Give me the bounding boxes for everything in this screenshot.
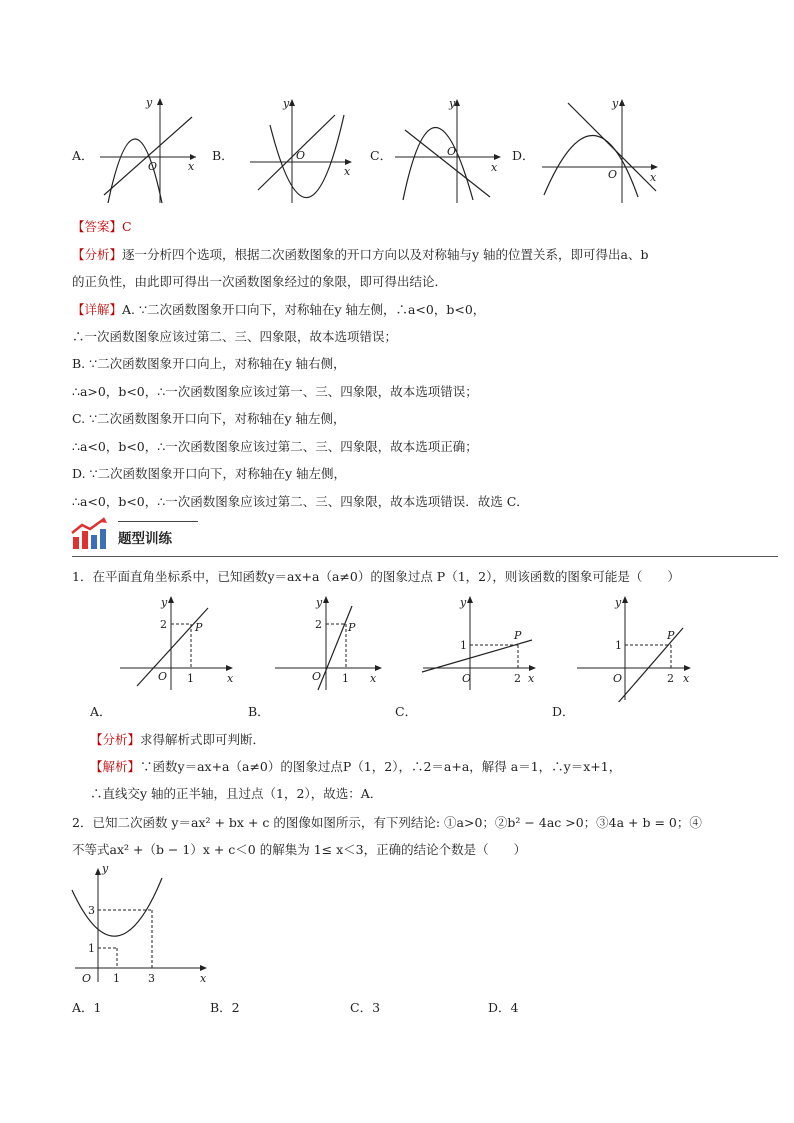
detail-line-2: ∴一次函数图象应该过第二、三、四象限，故本选项错误； xyxy=(72,329,398,344)
analysis-line-2: 的正负性，由此即可得出一次函数图象经过的象限，即可得出结论． xyxy=(72,274,448,289)
svg-text:y: y xyxy=(449,97,456,110)
answer-line xyxy=(72,217,132,235)
svg-text:O: O xyxy=(296,149,306,162)
svg-text:P: P xyxy=(195,621,203,634)
q1-analysis-tag: 【分析】 xyxy=(90,732,141,747)
svg-text:O: O xyxy=(462,672,472,685)
svg-text:2: 2 xyxy=(160,618,167,631)
detail-line-3: B. ∵二次函数图象开口向上，对称轴在y 轴右侧， xyxy=(72,356,346,371)
q1-graph-a xyxy=(115,592,240,692)
svg-text:1: 1 xyxy=(113,972,120,985)
q1-option-b-label: B． xyxy=(248,704,270,719)
q1-text: 1．在平面直角坐标系中，已知函数y＝ax+a（a≠0）的图象过点 P（1，2），则该函数的图象可能是（ ） xyxy=(72,569,680,584)
svg-text:2: 2 xyxy=(667,672,674,685)
q1-option-c-label: C． xyxy=(395,704,418,719)
svg-text:O: O xyxy=(82,972,92,985)
svg-text:1: 1 xyxy=(460,639,467,652)
svg-text:3: 3 xyxy=(148,972,155,985)
top-option-c-label: C． xyxy=(370,148,393,163)
top-graph-c xyxy=(395,95,505,205)
detail-line-6: ∴a<0，b<0，∴一次函数图象应该过第二、三、四象限，故本选项正确； xyxy=(72,439,478,454)
section-top-rule xyxy=(118,521,198,522)
chart-trend-icon xyxy=(70,517,110,551)
svg-text:y: y xyxy=(161,596,168,609)
q2-choice-c: C．3 xyxy=(350,1000,381,1015)
svg-text:y: y xyxy=(615,596,622,609)
svg-text:x: x xyxy=(227,672,234,685)
analysis-tag: 【分析】 xyxy=(72,247,123,262)
svg-text:O: O xyxy=(158,670,168,683)
svg-text:1: 1 xyxy=(342,672,349,685)
q2-choice-a: A．1 xyxy=(72,1000,102,1015)
svg-text:y: y xyxy=(283,97,290,110)
svg-text:2: 2 xyxy=(514,672,521,685)
section-rule xyxy=(72,556,778,557)
svg-text:y: y xyxy=(612,97,619,110)
svg-text:y: y xyxy=(102,862,109,875)
detail-line-8: ∴a<0，b<0，∴一次函数图象应该过第二、三、四象限，故本选项错误．故选 C． xyxy=(72,494,529,509)
svg-text:P: P xyxy=(667,629,675,642)
q1-graph-b xyxy=(270,592,395,692)
detail-line-4: ∴a>0，b<0，∴一次函数图象应该过第一、三、四象限，故本选项错误； xyxy=(72,384,478,399)
svg-text:x: x xyxy=(370,672,377,685)
svg-text:x: x xyxy=(491,161,498,174)
q1-analysis-line: 【分析】求得解析式即可判断． xyxy=(90,732,266,747)
svg-text:3: 3 xyxy=(88,904,95,917)
top-graph-d xyxy=(540,95,665,205)
svg-text:O: O xyxy=(312,670,322,683)
top-option-d-label: D． xyxy=(512,148,535,163)
svg-text:P: P xyxy=(514,629,522,642)
top-graph-b xyxy=(240,95,360,205)
axis-y-label: y xyxy=(146,96,153,109)
q2-text-line-1: 2．已知二次函数 y＝ax² + bx + c 的图像如图所示，有下列结论: ①a>0；②b² − 4ac >0；③4a + b = 0；④ xyxy=(72,815,702,830)
svg-text:y: y xyxy=(316,596,323,609)
detail-line-1: 【详解】A. ∵二次函数图象开口向下，对称轴在y 轴左侧，∴a<0，b<0， xyxy=(72,302,486,317)
section-title: 题型训练 xyxy=(118,531,172,547)
svg-text:P: P xyxy=(348,621,356,634)
origin-label: O xyxy=(148,160,158,173)
q1-option-d-label: D． xyxy=(552,704,575,719)
q2-choice-b: B．2 xyxy=(210,1000,240,1015)
detail-tag: 【详解】 xyxy=(72,302,123,317)
svg-text:x: x xyxy=(344,165,351,178)
svg-text:1: 1 xyxy=(615,639,622,652)
axis-x-label: x xyxy=(188,160,195,173)
svg-text:x: x xyxy=(200,972,207,985)
svg-text:x: x xyxy=(528,672,535,685)
detail-line-5: C. ∵二次函数图象开口向下，对称轴在y 轴左侧， xyxy=(72,411,346,426)
q2-graph xyxy=(70,860,215,985)
q1-graph-c xyxy=(418,592,543,692)
svg-text:1: 1 xyxy=(187,672,194,685)
q1-solution-tag: 【解析】 xyxy=(90,759,141,774)
svg-text:2: 2 xyxy=(315,618,322,631)
top-option-b-label: B． xyxy=(212,148,234,163)
q1-solution-line-1: 【解析】∵函数y＝ax+a（a≠0）的图象过点P（1，2），∴2＝a+a，解得 a＝1，∴y＝x+1， xyxy=(90,759,622,774)
top-graph-a xyxy=(100,95,200,205)
q1-solution-line-2: ∴直线交y 轴的正半轴，且过点（1，2），故选：A． xyxy=(90,786,383,801)
q1-graph-d xyxy=(575,592,700,702)
svg-text:O: O xyxy=(608,168,618,181)
analysis-line-1: 【分析】逐一分析四个选项，根据二次函数图象的开口方向以及对称轴与y 轴的位置关系，即可得出a、b xyxy=(72,247,649,262)
svg-text:O: O xyxy=(613,672,623,685)
svg-text:x: x xyxy=(683,672,690,685)
answer-tag: 【答案】 xyxy=(72,219,123,234)
answer-value: C xyxy=(122,219,132,234)
detail-line-7: D. ∵二次函数图象开口向下，对称轴在y 轴左侧， xyxy=(72,466,347,481)
svg-text:1: 1 xyxy=(88,942,95,955)
svg-text:O: O xyxy=(447,145,457,158)
q2-text-line-2: 不等式ax² +（b − 1）x + c＜0 的解集为 1≤ x＜3，正确的结论个数是（ ） xyxy=(72,842,527,857)
svg-text:y: y xyxy=(460,596,467,609)
q2-choice-d: D．4 xyxy=(488,1000,519,1015)
top-option-a-label: A． xyxy=(72,148,94,163)
q1-option-a-label: A． xyxy=(90,704,112,719)
svg-text:x: x xyxy=(650,171,657,184)
